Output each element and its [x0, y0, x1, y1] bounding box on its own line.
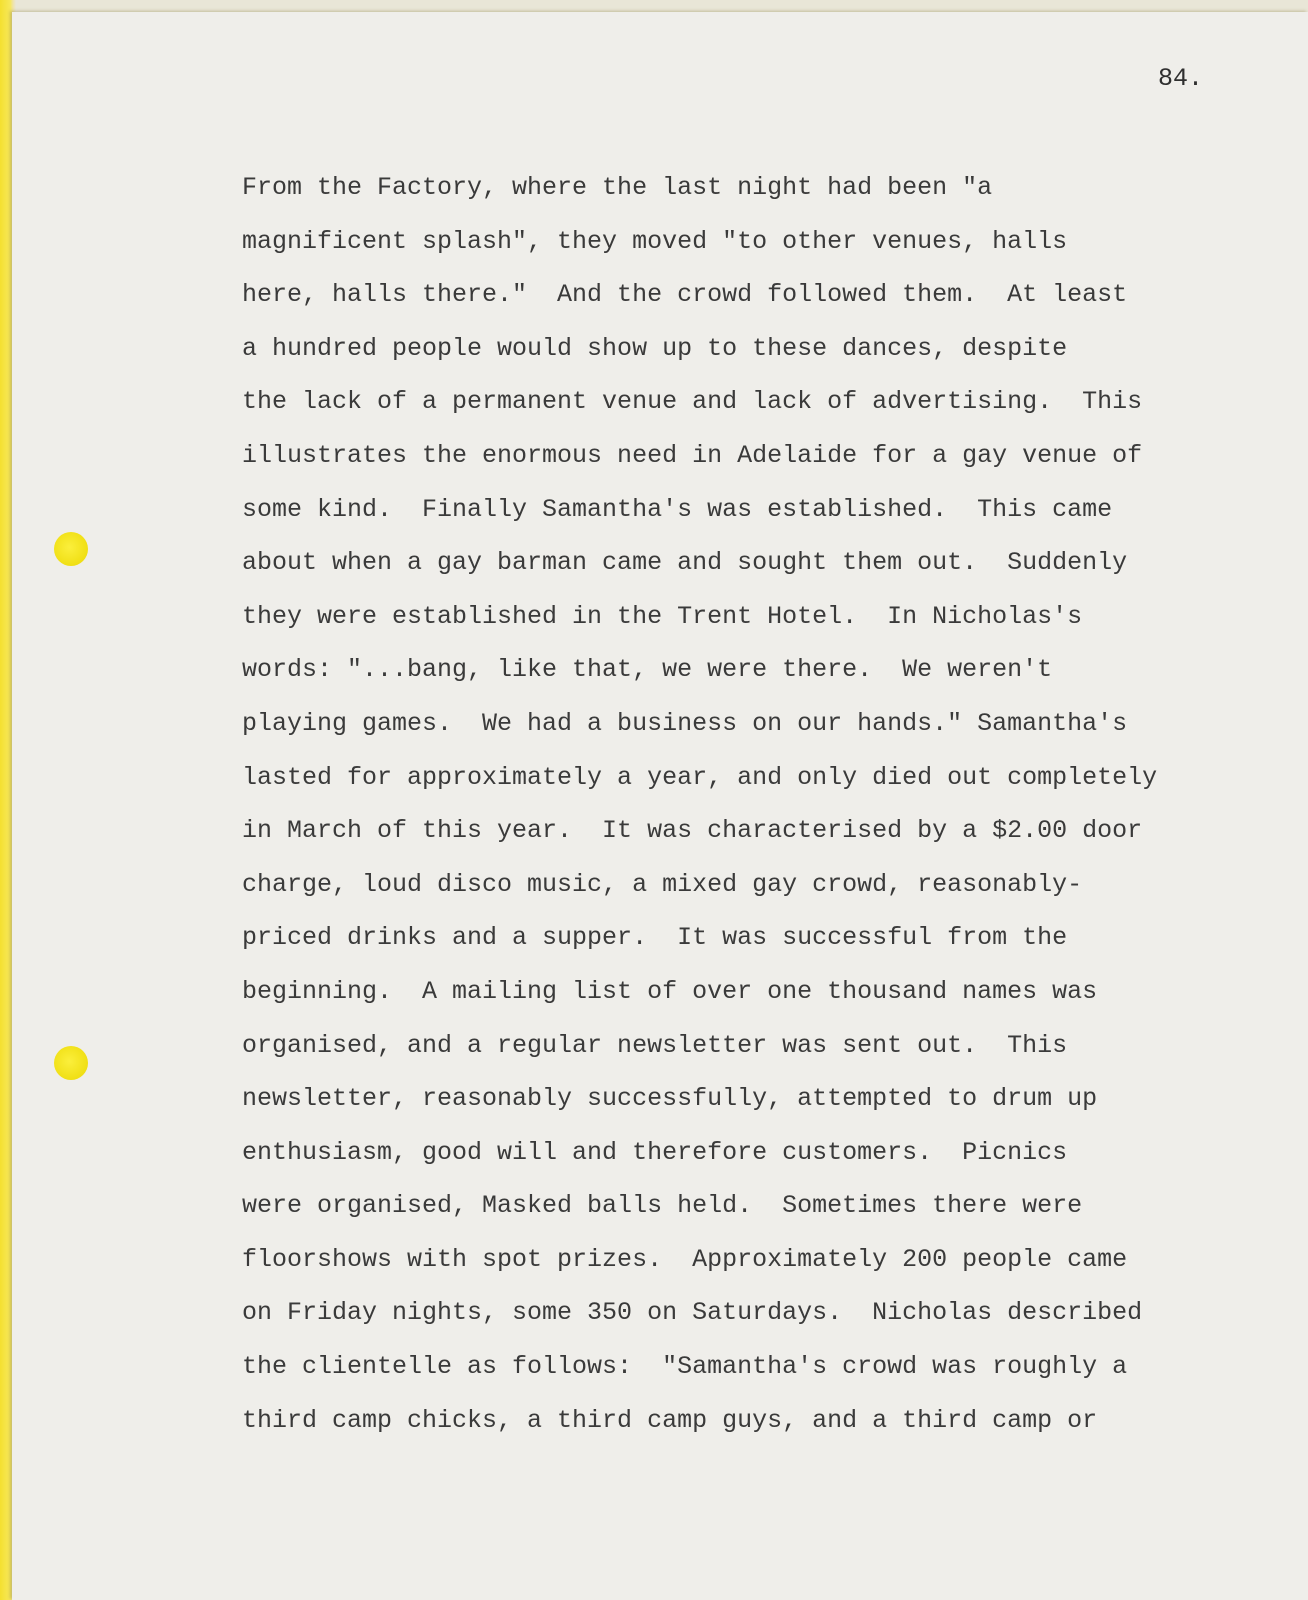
- text-line: the lack of a permanent venue and lack of advertising. This: [242, 387, 1143, 417]
- text-line: beginning. A mailing list of over one thousand names was: [242, 976, 1098, 1006]
- text-line: on Friday nights, some 350 on Saturdays. Nicholas described: [242, 1298, 1143, 1328]
- body-paragraph: [242, 161, 1282, 1447]
- text-line: were organised, Masked balls held. Sometimes there were: [242, 1191, 1083, 1221]
- text-line: priced drinks and a supper. It was successful from the: [242, 923, 1068, 953]
- text-line: in March of this year. It was characterised by a $2.00 door: [242, 816, 1143, 846]
- text-line: words: "...bang, like that, we were there. We weren't: [242, 655, 1053, 685]
- text-line: illustrates the enormous need in Adelaide for a gay venue of: [242, 440, 1143, 470]
- text-line: about when a gay barman came and sought them out. Suddenly: [242, 548, 1128, 578]
- text-line: From the Factory, where the last night had been "a: [242, 173, 993, 202]
- text-line: lasted for approximately a year, and only died out completely: [242, 762, 1158, 792]
- text-line: here, halls there." And the crowd followed them. At least: [242, 280, 1128, 310]
- text-line: some kind. Finally Samantha's was established. This came: [242, 494, 1113, 524]
- text-line: charge, loud disco music, a mixed gay crowd, reasonably-: [242, 869, 1083, 899]
- text-line: newsletter, reasonably successfully, attempted to drum up: [242, 1084, 1098, 1114]
- text-line: third camp chicks, a third camp guys, and a third camp or: [242, 1405, 1098, 1435]
- text-line: playing games. We had a business on our hands." Samantha's: [242, 708, 1128, 738]
- text-line: they were established in the Trent Hotel. In Nicholas's: [242, 601, 1083, 631]
- text-line: enthusiasm, good will and therefore customers. Picnics: [242, 1137, 1068, 1167]
- punch-hole-lower: [54, 1046, 88, 1080]
- punch-hole-upper: [54, 532, 88, 566]
- text-line: magnificent splash", they moved "to other venues, halls: [242, 226, 1068, 256]
- text-line: a hundred people would show up to these dances, despite: [242, 333, 1068, 363]
- text-line: the clientelle as follows: "Samantha's crowd was roughly a: [242, 1352, 1128, 1382]
- text-line: organised, and a regular newsletter was sent out. This: [242, 1030, 1068, 1060]
- text-line: floorshows with spot prizes. Approximately 200 people came: [242, 1244, 1128, 1274]
- page-number: 84.: [1158, 64, 1204, 93]
